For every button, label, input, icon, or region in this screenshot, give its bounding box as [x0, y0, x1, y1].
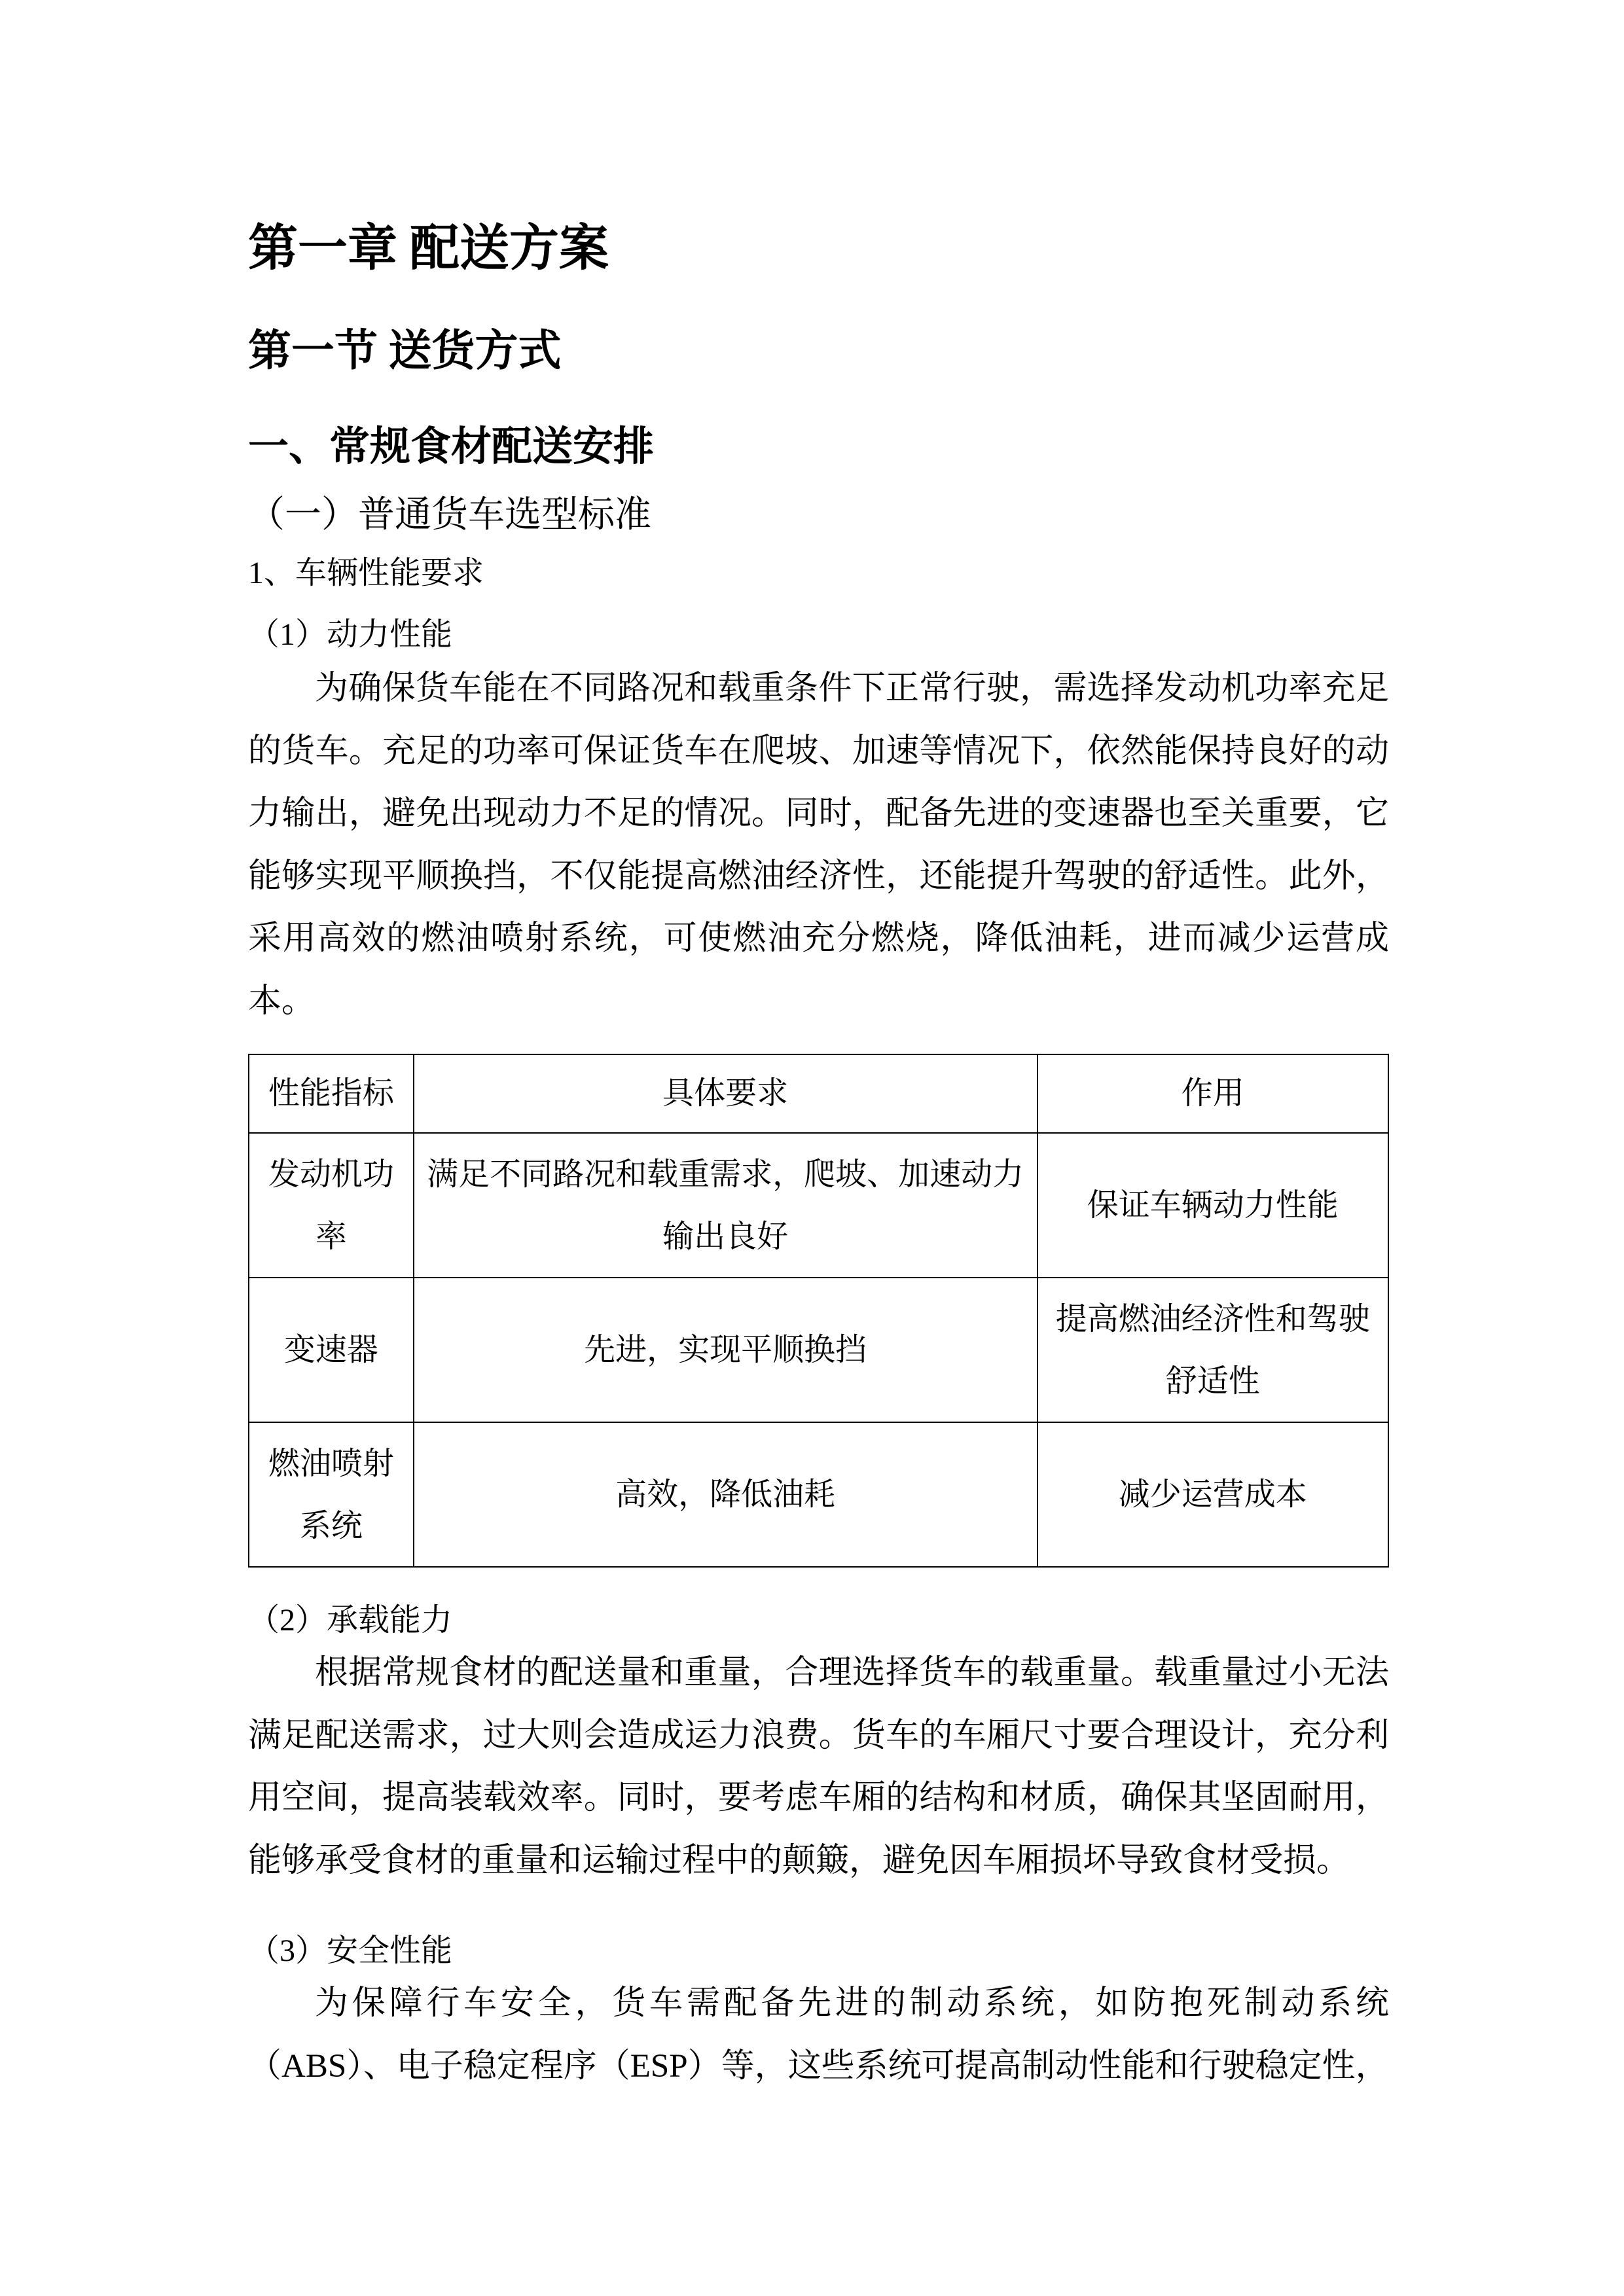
table-cell: 满足不同路况和载重需求，爬坡、加速动力输出良好	[414, 1133, 1038, 1278]
sub-subsection-title: （一）普通货车选型标准	[248, 495, 651, 535]
capacity-paragraph: 根据常规食材的配送量和重量，合理选择货车的载重量。载重量过小无法满足配送需求，过大则会造成运力浪费。货车的车厢尺寸要合理设计，充分利用空间，提高装载效率。同时，要考虑车厢的结构和材质，确保其坚固耐用，能够承受食材的重量和运输过程中的颠簸，避免因车厢损坏导致食材受损。	[248, 1655, 1389, 1879]
table-row	[249, 1278, 1388, 1422]
table-cell: 发动机功率	[249, 1133, 414, 1278]
table-header-cell: 作用	[1038, 1054, 1388, 1133]
table-cell: 先进，实现平顺换挡	[414, 1278, 1038, 1422]
chapter-title: 第一章 配送方案	[248, 221, 609, 276]
item-title: 1、车辆性能要求	[248, 556, 484, 590]
table-cell: 减少运营成本	[1038, 1422, 1388, 1567]
table-cell: 变速器	[249, 1278, 414, 1422]
power-paragraph: 为确保货车能在不同路况和载重条件下正常行驶，需选择发动机功率充足的货车。充足的功率可保证货车在爬坡、加速等情况下，依然能保持良好的动力输出，避免出现动力不足的情况。同时，配备先进的变速器也至关重要，它能够实现平顺换挡，不仅能提高燃油经济性，还能提升驾驶的舒适性。此外，采用高效的燃油喷射系统，可使燃油充分燃烧，降低油耗，进而减少运营成本。	[248, 670, 1389, 1020]
table-header-cell: 具体要求	[414, 1054, 1038, 1133]
table-cell: 提高燃油经济性和驾驶舒适性	[1038, 1278, 1388, 1422]
table-header-cell: 性能指标	[249, 1054, 414, 1133]
table-row	[249, 1422, 1388, 1567]
table-cell: 高效，降低油耗	[414, 1422, 1038, 1567]
capacity-label: （2）承载能力	[248, 1603, 453, 1638]
performance-table	[248, 1054, 1389, 1568]
table-cell: 燃油喷射系统	[249, 1422, 414, 1567]
safety-label: （3）安全性能	[248, 1933, 453, 1968]
table-cell: 保证车辆动力性能	[1038, 1133, 1388, 1278]
table-row	[249, 1133, 1388, 1278]
table-header-row	[249, 1054, 1388, 1133]
safety-paragraph: 为保障行车安全，货车需配备先进的制动系统，如防抱死制动系统（ABS）、电子稳定程序（ESP）等，这些系统可提高制动性能和行驶稳定性，	[248, 1985, 1389, 2085]
power-label: （1）动力性能	[248, 617, 453, 652]
section-title: 第一节 送货方式	[248, 327, 562, 375]
subsection-title: 一、常规食材配送安排	[248, 425, 655, 469]
